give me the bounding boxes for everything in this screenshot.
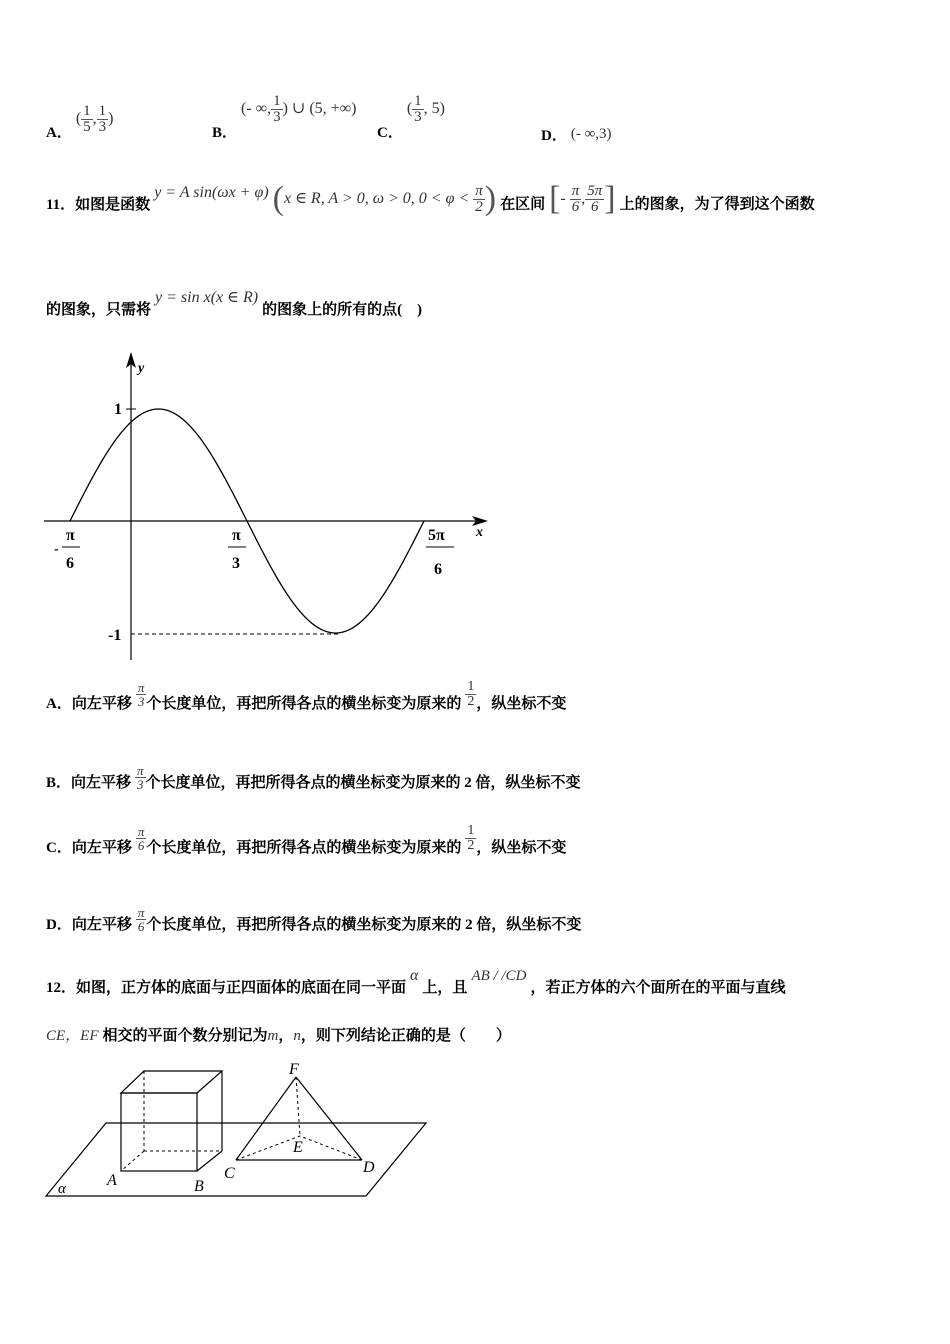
q10-option-c-value: ( $\frac{1}{3}$ , 5) <box>406 93 445 125</box>
svg-text:6: 6 <box>66 555 74 572</box>
q12-stem-line1: 12．如图，正方体的底面与正四面体的底面在同一平面 α 上，且 AB / /CD ，若正方体的六个面所在的平面与直线 <box>46 967 786 996</box>
svg-text:3: 3 <box>232 555 240 572</box>
y-tick-one: 1 <box>114 401 122 418</box>
tetra-edge-ce <box>236 1136 300 1160</box>
cube-right-bottom-edge <box>197 1151 222 1171</box>
q11-option-b: B．向左平移 $\frac{\pi}{3}$ 个长度单位，再把所得各点的横坐标变为原来的 2 倍，纵坐标不变 <box>46 763 581 792</box>
q11-stem-line1: 11．如图是函数 y = A sin(ωx + φ) (x ∈ R, A > 0, ω > 0, 0 < φ < $\frac{\pi}{2}$ ) 在区间 [- $\frac{\pi}{6}$ , $\frac{5\pi}{6}$ ] 上的图象，为了得到这个函数 <box>46 180 815 217</box>
x-tick-neg-pi-6 <box>54 527 80 572</box>
y-tick-neg-one: -1 <box>108 627 122 644</box>
label-alpha: α <box>58 1181 66 1197</box>
cube-tetrahedron-figure <box>40 1060 440 1205</box>
label-c: C <box>224 1165 235 1182</box>
cube-hidden-left <box>121 1151 144 1171</box>
svg-text:π: π <box>232 527 241 544</box>
q10-option-a: A． ( $\frac{1}{5}$ , $\frac{1}{3}$ ) <box>46 103 114 142</box>
q11-option-d: D．向左平移 $\frac{\pi}{6}$ 个长度单位，再把所得各点的横坐标变为原来的 2 倍，纵坐标不变 <box>46 905 582 934</box>
svg-text:5π: 5π <box>428 527 445 544</box>
svg-text:-: - <box>54 542 59 557</box>
q10-option-b-value: (- ∞, $\frac{1}{3}$ ) ∪ (5, +∞) <box>241 93 357 125</box>
q10-option-d-value: (- ∞,3) <box>570 126 612 142</box>
q10-option-c: C． ( $\frac{1}{3}$ , 5) <box>377 93 445 142</box>
tetra-edge-fe <box>296 1077 300 1136</box>
cube-top-face <box>121 1071 222 1093</box>
q11-stem-line2: 的图象，只需将 y = sin x(x ∈ R) 的图象上的所有的点( ) <box>46 289 423 318</box>
svg-text:π: π <box>66 527 75 544</box>
q12-stem-line2: CE，EF 相交的平面个数分别记为m，n，则下列结论正确的是（ ） <box>46 1028 511 1044</box>
tetra-edge-fc <box>236 1077 296 1160</box>
q11-base-function: y = sin x(x ∈ R) <box>155 289 259 306</box>
label-f: F <box>289 1061 299 1078</box>
q11-function: y = A sin(ωx + φ) <box>154 183 269 201</box>
sine-graph <box>40 350 500 670</box>
svg-text:6: 6 <box>434 561 442 578</box>
label-b: B <box>194 1178 204 1195</box>
x-tick-5pi-6 <box>426 527 454 578</box>
q10-option-d: D． (- ∞,3) <box>541 126 612 144</box>
q11-option-c: C．向左平移 $\frac{\pi}{6}$ 个长度单位，再把所得各点的横坐标变为原来的 $\frac{1}{2}$ ，纵坐标不变 <box>46 823 567 857</box>
q11-option-a: A．向左平移 $\frac{\pi}{3}$ 个长度单位，再把所得各点的横坐标变为原来的 $\frac{1}{2}$ ，纵坐标不变 <box>46 679 567 713</box>
label-d: D <box>363 1159 375 1176</box>
x-tick-pi-3 <box>228 527 246 572</box>
q10-option-b: B． (- ∞, $\frac{1}{3}$ ) ∪ (5, +∞) <box>212 93 357 142</box>
label-e: E <box>293 1139 303 1156</box>
q10-option-a-value: ( $\frac{1}{5}$ , $\frac{1}{3}$ ) <box>75 103 114 135</box>
y-axis-label: y <box>138 361 145 376</box>
label-a: A <box>107 1172 117 1189</box>
tetra-edge-fd <box>296 1077 362 1160</box>
cube-front-face <box>121 1093 197 1171</box>
x-axis-label: x <box>476 525 483 540</box>
